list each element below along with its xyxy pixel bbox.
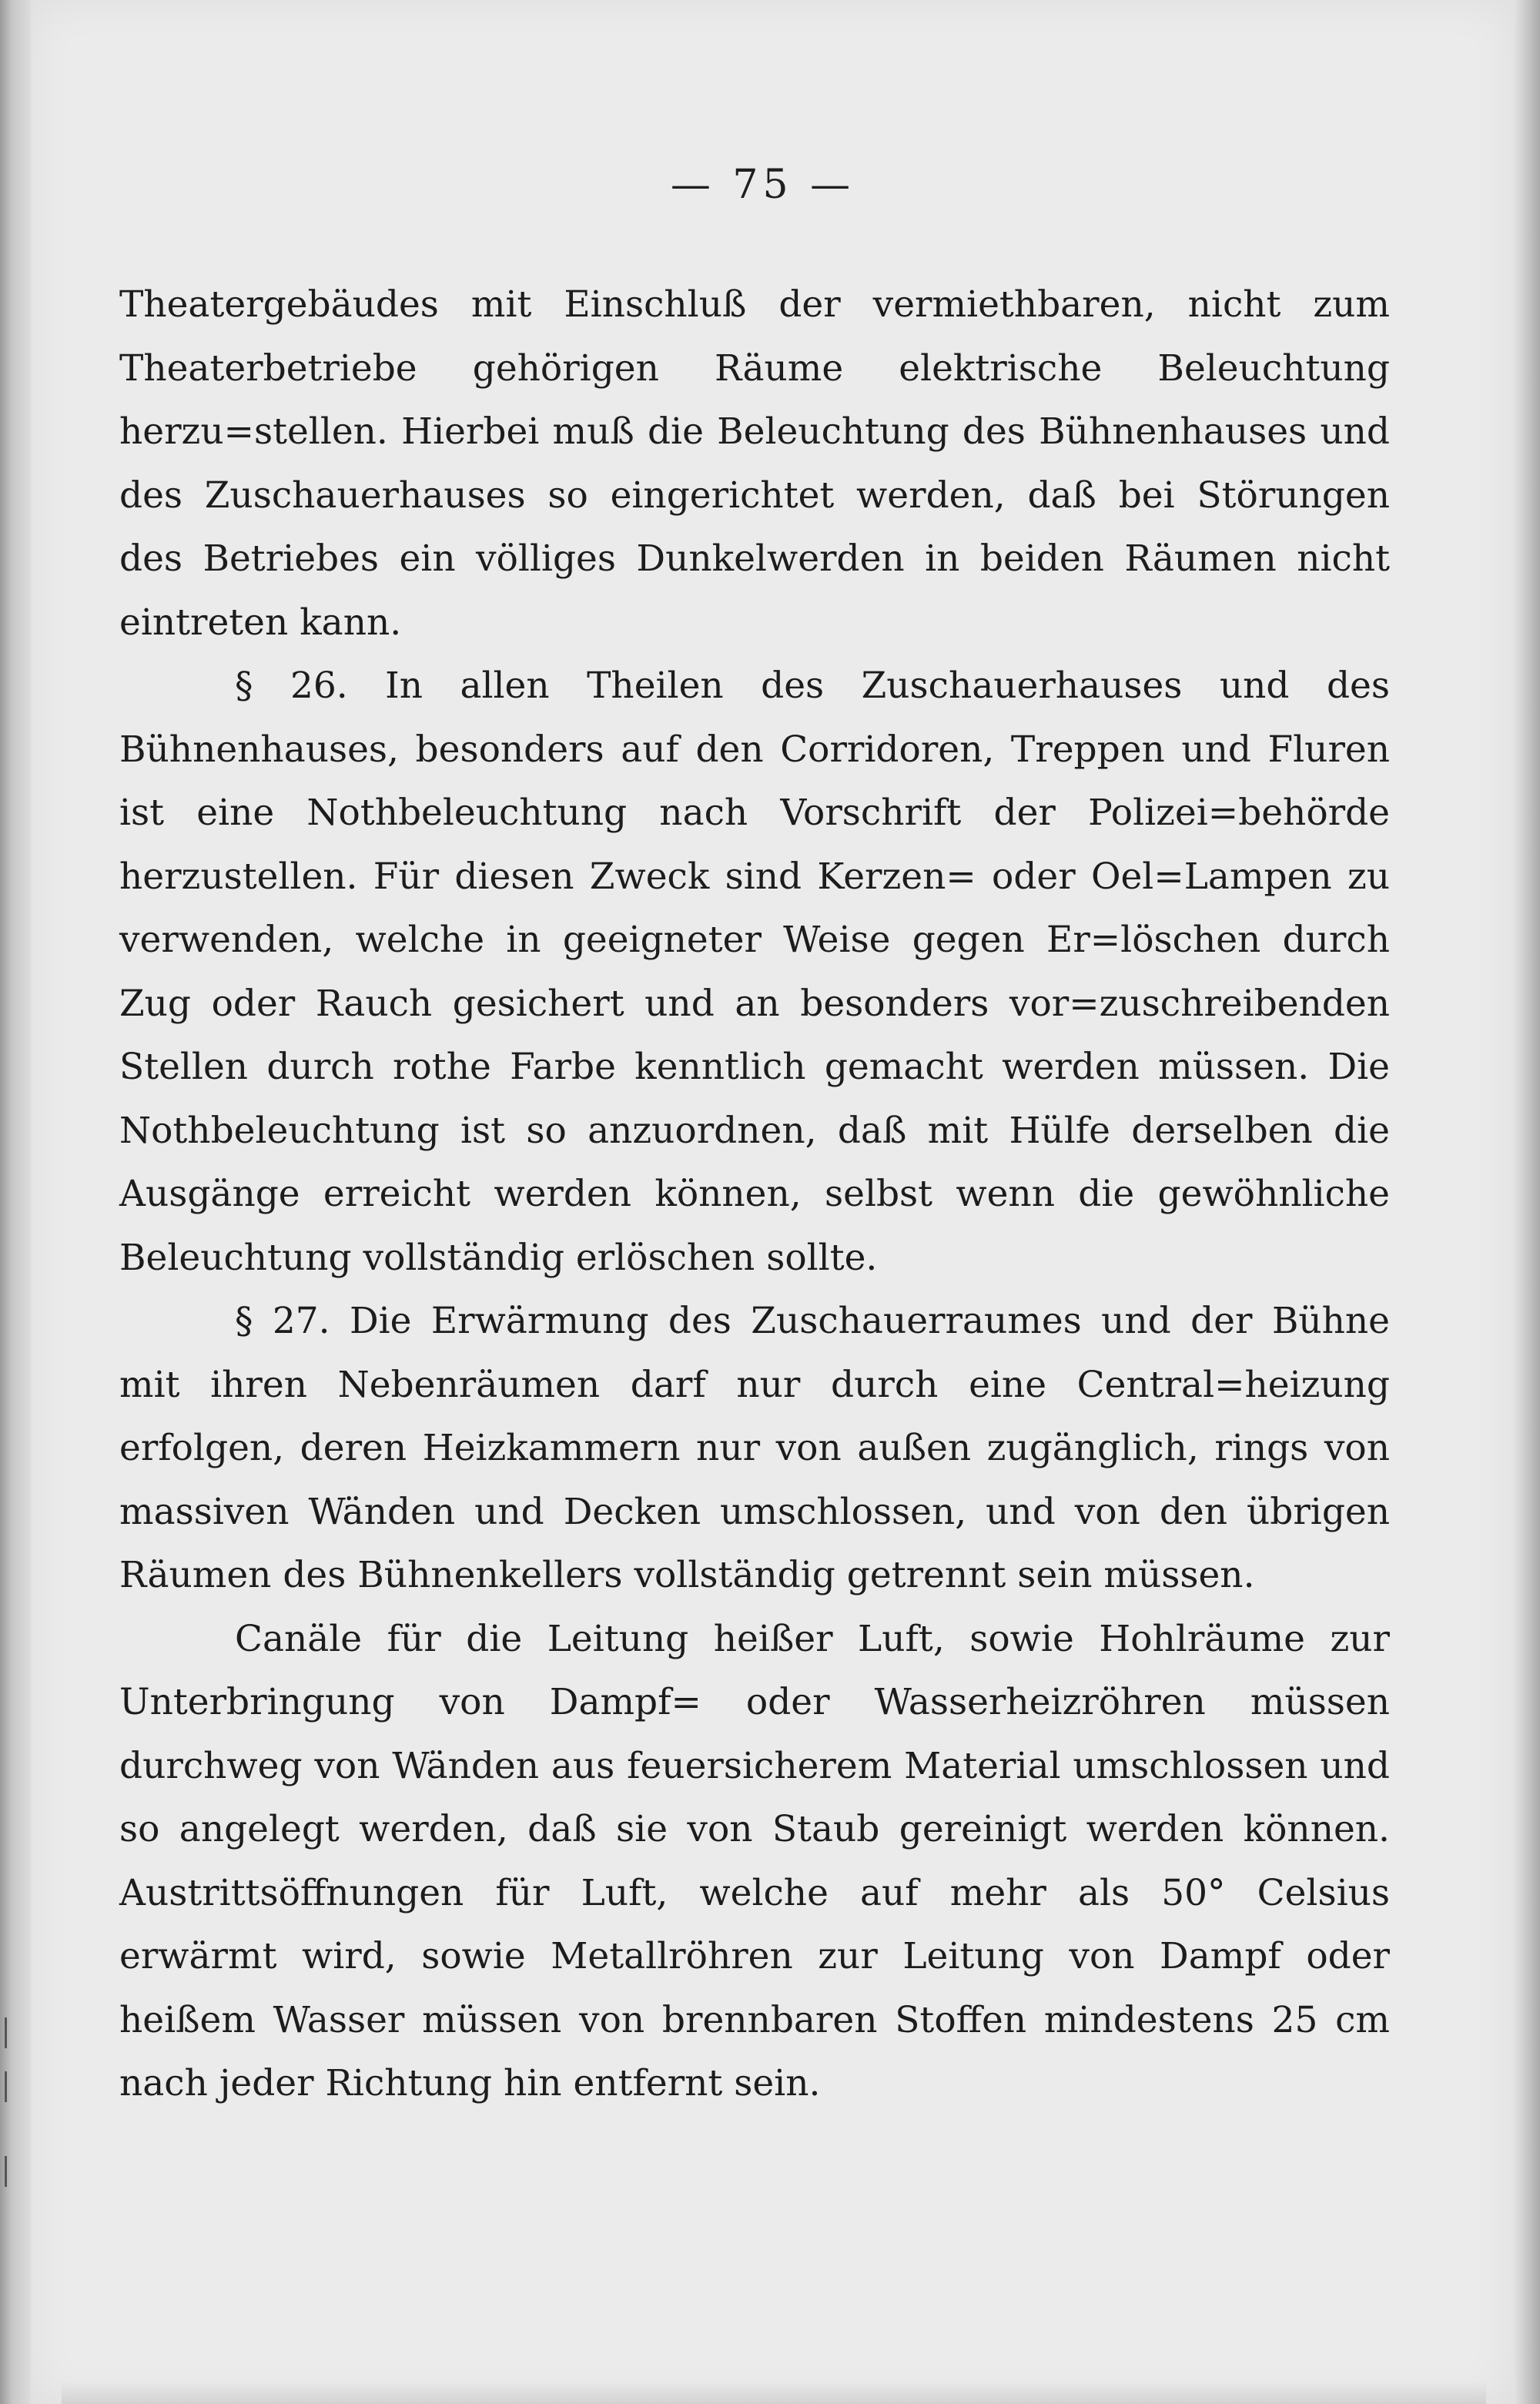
binding-mark — [5, 2017, 7, 2048]
right-page-edge — [1513, 0, 1540, 2404]
paragraph-continuation: Theatergebäudes mit Einschluß der vermiethbaren, nicht zum Theaterbetriebe gehörigen Räume elektrische Beleuchtung herzu=stellen. Hierbei muß die Beleuchtung des Bühnenhauses und des Zuschauerhauses so eingerichtet werden, daß bei Störungen des Betriebes ein völliges Dunkelwerden in beiden Räumen nicht eintreten kann. — [119, 283, 1390, 644]
page-number: — 75 — — [670, 162, 855, 208]
binding-mark — [5, 2071, 7, 2102]
book-page — [31, 0, 1513, 2404]
page-bottom-shadow — [62, 2381, 1486, 2404]
binding-mark — [5, 2156, 7, 2187]
left-binding-edge — [0, 0, 31, 2404]
body-text — [119, 273, 1390, 2116]
paragraph-section-26: § 26. In allen Theilen des Zuschauerhauses und des Bühnenhauses, besonders auf den Corridoren, Treppen und Fluren ist eine Nothbeleuchtung nach Vorschrift der Polizei=behörde herzustellen. Für diesen Zweck sind Kerzen= oder Oel=Lampen zu verwenden, welche in geeigneter Weise gegen Er=löschen durch Zug oder Rauch gesichert und an besonders vor=zuschreibenden Stellen durch rothe Farbe kenntlich gemacht werden müssen. Die Nothbeleuchtung ist so anzuordnen, daß mit Hülfe derselben die Ausgänge erreicht werden können, selbst wenn die gewöhnliche Beleuchtung vollständig erlöschen sollte. — [119, 665, 1390, 1279]
paragraph-section-27: § 27. Die Erwärmung des Zuschauerraumes und der Bühne mit ihren Nebenräumen darf nur durch eine Central=heizung erfolgen, deren Heizkammern nur von außen zugänglich, rings von massiven Wänden und Decken umschlossen, und von den übrigen Räumen des Bühnenkellers vollständig getrennt sein müssen. — [119, 1300, 1390, 1596]
paragraph-canals: Canäle für die Leitung heißer Luft, sowie Hohlräume zur Unterbringung von Dampf= oder Wasserheizröhren müssen durchweg von Wänden aus feuersicherem Material umschlossen und so angelegt werden, daß sie von Staub gereinigt werden können. Austrittsöffnungen für Luft, welche auf mehr als 50° Celsius erwärmt wird, sowie Metallröhren zur Leitung von Dampf oder heißem Wasser müssen von brennbaren Stoffen mindestens 25 cm nach jeder Richtung hin entfernt sein. — [119, 1617, 1390, 2104]
